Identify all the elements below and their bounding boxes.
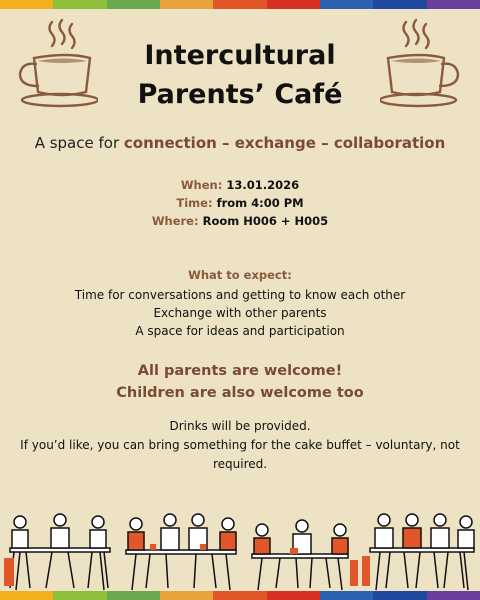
expect-list <box>0 286 480 340</box>
cafe-people-illustration <box>0 508 480 592</box>
rainbow-stripe-bottom <box>0 591 480 600</box>
event-details <box>0 176 480 230</box>
time-row <box>0 194 480 212</box>
rainbow-stripe-top <box>0 0 480 9</box>
where-value: Room H006 + H005 <box>202 214 329 228</box>
welcome-line-2: Children are also welcome too <box>116 385 364 401</box>
table-group-4 <box>362 514 474 590</box>
expect-item: A space for ideas and participation <box>135 324 345 338</box>
expect-item: Time for conversations and getting to know each other <box>74 288 406 302</box>
notes-line-2: If you’d like, you can bring something for the cake buffet – voluntary, not required. <box>20 438 460 471</box>
time-value: from 4:00 PM <box>216 196 304 210</box>
welcome-message <box>0 360 480 404</box>
title-line-1: Intercultural <box>144 40 336 71</box>
where-label: Where: <box>151 214 199 228</box>
table-group-2 <box>126 514 236 590</box>
notes-line-1: Drinks will be provided. <box>169 419 311 433</box>
when-value: 13.01.2026 <box>226 178 300 192</box>
notes <box>20 417 460 474</box>
page-title <box>0 36 480 114</box>
welcome-line-1: All parents are welcome! <box>137 363 343 379</box>
tagline <box>0 134 480 152</box>
where-row <box>0 212 480 230</box>
when-label: When: <box>180 178 223 192</box>
tagline-prefix: A space for <box>34 134 124 152</box>
tagline-highlight: connection – exchange – collaboration <box>123 134 446 152</box>
title-line-2: Parents’ Café <box>137 79 343 110</box>
expect-item: Exchange with other parents <box>153 306 327 320</box>
when-row <box>0 176 480 194</box>
expect-heading: What to expect: <box>188 268 292 282</box>
table-group-3 <box>252 520 358 590</box>
time-label: Time: <box>176 196 213 210</box>
table-group-1 <box>4 514 110 590</box>
